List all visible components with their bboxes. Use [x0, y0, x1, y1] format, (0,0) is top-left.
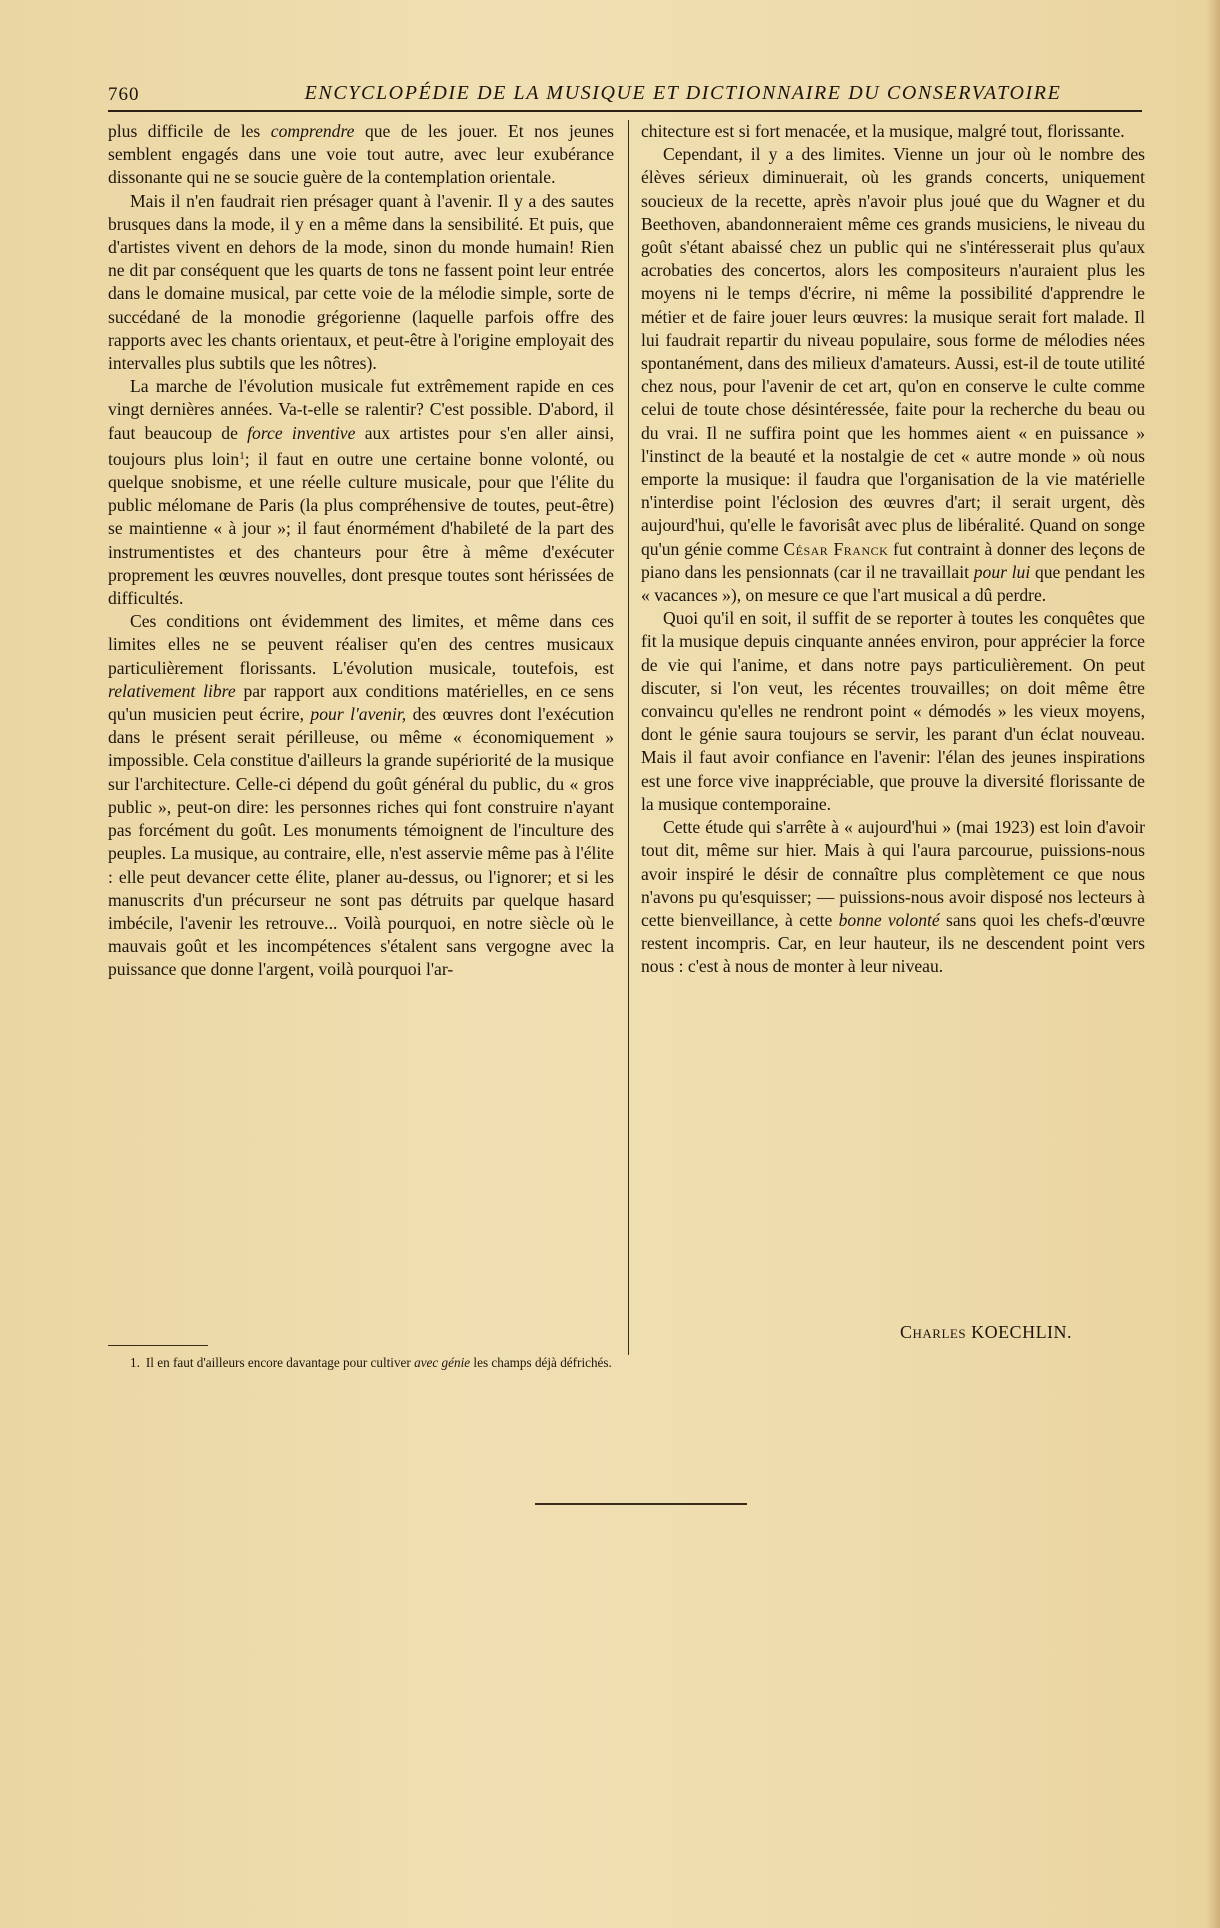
- signature-text: Charles KOECHLIN.: [900, 1322, 1073, 1342]
- paragraph: [641, 607, 1145, 816]
- end-rule: [535, 1503, 747, 1505]
- italic-text: pour l'avenir,: [310, 704, 407, 725]
- italic-text: pour lui: [973, 561, 1031, 582]
- footnote: [108, 1354, 620, 1372]
- italic-text: comprendre: [270, 121, 355, 141]
- paragraph: [108, 610, 614, 981]
- running-title: ENCYCLOPÉDIE DE LA MUSIQUE ET DICTIONNAIRE DU CONSERVATOIRE: [304, 82, 1062, 104]
- paragraph: [641, 816, 1145, 978]
- text-run: La marche de l'évolution musicale fut extrêmement rapide en ces vingt dernières années. Va-t-elle se ralentir? C'est possible. D'abord, il faut beaucoup de: [108, 376, 614, 443]
- italic-text: relativement libre: [108, 680, 236, 701]
- footnote-number: 1.: [130, 1355, 140, 1370]
- text-run: que pendant les « vacances »), on mesure ce que l'art musical a dû perdre.: [641, 561, 1145, 606]
- text-run: ; il faut en outre une certaine bonne volonté, ou quelque snobisme, et une réelle culture musicale, pour que l'élite du public mélomane de Paris (la plus compréhensive de toutes, peut-être) se maintienne « à jour »; il faut énormément d'habileté de la part des instrumentistes et des chanteurs pour être à même d'exécuter proprement les œuvres nouvelles, dont presque toutes sont hérissées de difficultés.: [108, 448, 614, 609]
- text-run: Quoi qu'il en soit, il suffit de se reporter à toutes les conquêtes que fit la musique depuis cinquante années environ, pour apprécier la force de vie qui l'anime, et dans notre pays particulièrement. On peut discuter, si l'on veut, les récentes trouvailles; on doit même être convaincu qu'elles ne rendront point « démodés » les vieux moyens, dont le génie saura toujours se servir, les parant d'un éclat nouveau. Mais il faut avoir confiance en l'avenir: l'élan des jeunes inspirations est une force vive inappréciable, que prouve la diversité florissante de la musique contemporaine.: [641, 608, 1145, 814]
- text-run: aux artistes pour s'en aller ainsi, toujours plus loin: [108, 422, 615, 469]
- text-run: que de les jouer. Et nos jeunes semblent engagés dans une voie tout autre, avec leur exubérance dissonante qui ne se soucie guère de la contemplation orientale.: [108, 121, 614, 188]
- text-run: Il en faut d'ailleurs encore davantage pour cultiver: [145, 1355, 415, 1370]
- paragraph: [108, 375, 614, 610]
- text-run: Ces conditions ont évidemment des limites, et même dans ces limites elles ne se peuvent réaliser qu'en des centres musicaux particulièrement florissants. L'évolution musicale, toutefois, est: [108, 611, 614, 678]
- paragraph: [641, 143, 1145, 607]
- text-run: fut contraint à donner des leçons de piano dans les pensionnats (car il ne travaillait: [641, 538, 1145, 582]
- page-header: [108, 82, 1138, 108]
- footnote-rule: [108, 1345, 208, 1346]
- paragraph: [108, 190, 614, 376]
- text-run: Mais il n'en faudrait rien présager quant à l'avenir. Il y a des sautes brusques dans la mode, il y en a même dans la sensibilité. Et puis, que d'artistes vivent en dehors de la mode, sinon du monde humain! Rien ne dit par conséquent que les quarts de tons ne fassent point leur entrée dans le domaine musical, par cette voie de la mélodie simple, sorte de succédané de la monodie grégorienne (laquelle parfois offre des rapports avec les chants orientaux, et peut-être à l'origine employait des intervalles plus subtils que les nôtres).: [108, 190, 614, 374]
- italic-text: avec génie: [414, 1355, 471, 1370]
- paragraph: [108, 120, 614, 190]
- person-name: César Franck: [783, 538, 889, 559]
- text-run: plus difficile de les: [108, 121, 271, 141]
- page-number: 760: [108, 84, 140, 105]
- italic-text: force inventive: [247, 422, 356, 443]
- text-run: par rapport aux conditions matérielles, en ce sens qu'un musicien peut écrire,: [108, 680, 615, 725]
- header-rule: [108, 110, 1142, 112]
- footnote-marker[interactable]: 1: [239, 449, 245, 462]
- text-run: Cependant, il y a des limites. Vienne un jour où le nombre des élèves sérieux diminuerait, où les grands concerts, uniquement soucieux de la recette, après n'avoir plus joué que du Wagner et du Beethoven, abandonneraient même ces grands musiciens, le niveau du goût s'étant abaissé chez un public qui ne s'intéresserait plus qu'aux acrobaties des concertos, alors les compositeurs n'auraient plus les moyens ni le temps d'écrire, ni même la possibilité d'apprendre le métier et de faire jouer leurs œuvres: la musique serait fort malade. Il lui faudrait repartir du niveau populaire, sous forme de mélodies nées spontanément, dans des milieux d'amateurs. Aussi, est-il de toute utilité chez nous, pour l'avenir de cet art, qu'on en conserve le culte comme celui de toute chose désintéressée, faite pour la recherche du beau ou du vrai. Il ne suffira point que les hommes aient « en puissance » l'instinct de la beauté et la nostalgie de cet « autre monde » où nous emporte la musique: il faudra que l'organisation de la vie matérielle n'interdise point l'éclosion des œuvres d'art; il serait urgent, dès aujourd'hui, qu'elle le favorisât avec plus de libéralité. Quand on songe qu'un génie comme: [641, 144, 1145, 559]
- right-column: [641, 120, 1145, 979]
- column-divider: [628, 120, 629, 1355]
- text-run: Cette étude qui s'arrête à « aujourd'hui » (mai 1923) est loin d'avoir tout dit, même sur hier. Mais à qui l'aura parcourue, puissions-nous avoir inspiré le désir de connaître plus complètement ce que nous n'avons pu qu'esquisser; — puissions-nous avoir disposé nos lecteurs à cette bienveillance, à cette: [641, 817, 1145, 930]
- text-run: des œuvres dont l'exécution dans le présent serait périlleuse, ou même « économiquement » impossible. Cela constitue d'ailleurs la grande supériorité de la musique sur l'architecture. Celle-ci dépend du goût général du public, du « gros public », peut-on dire: les personnes riches qui font construire n'ayant pas forcément du goût. Les monuments témoignent de l'inculture des peuples. La musique, au contraire, elle, n'est asservie même pas à l'élite : elle peut devancer cette élite, planer au-dessus, ou l'ignorer; et si les manuscrits d'un précurseur ne sont pas détruits par quelque hasard imbécile, l'avenir les retrouve... Voilà pourquoi, en notre siècle où le mauvais goût et les incompétences s'étalent sans vergogne avec la puissance que donne l'argent, voilà pourquoi l'ar-: [108, 704, 614, 980]
- text-run: chitecture est si fort menacée, et la musique, malgré tout, florissante.: [641, 121, 1125, 141]
- text-run: sans quoi les chefs-d'œuvre restent incompris. Car, en leur hauteur, ils ne descendent point vers nous : c'est à nous de monter à leur niveau.: [641, 909, 1145, 977]
- italic-text: bonne volonté: [838, 909, 940, 930]
- text-run: les champs déjà défrichés.: [470, 1355, 612, 1370]
- left-column: [108, 120, 614, 982]
- paragraph: [641, 120, 1145, 143]
- page-edge-shadow: [1206, 0, 1220, 1928]
- author-signature: [900, 1322, 1072, 1343]
